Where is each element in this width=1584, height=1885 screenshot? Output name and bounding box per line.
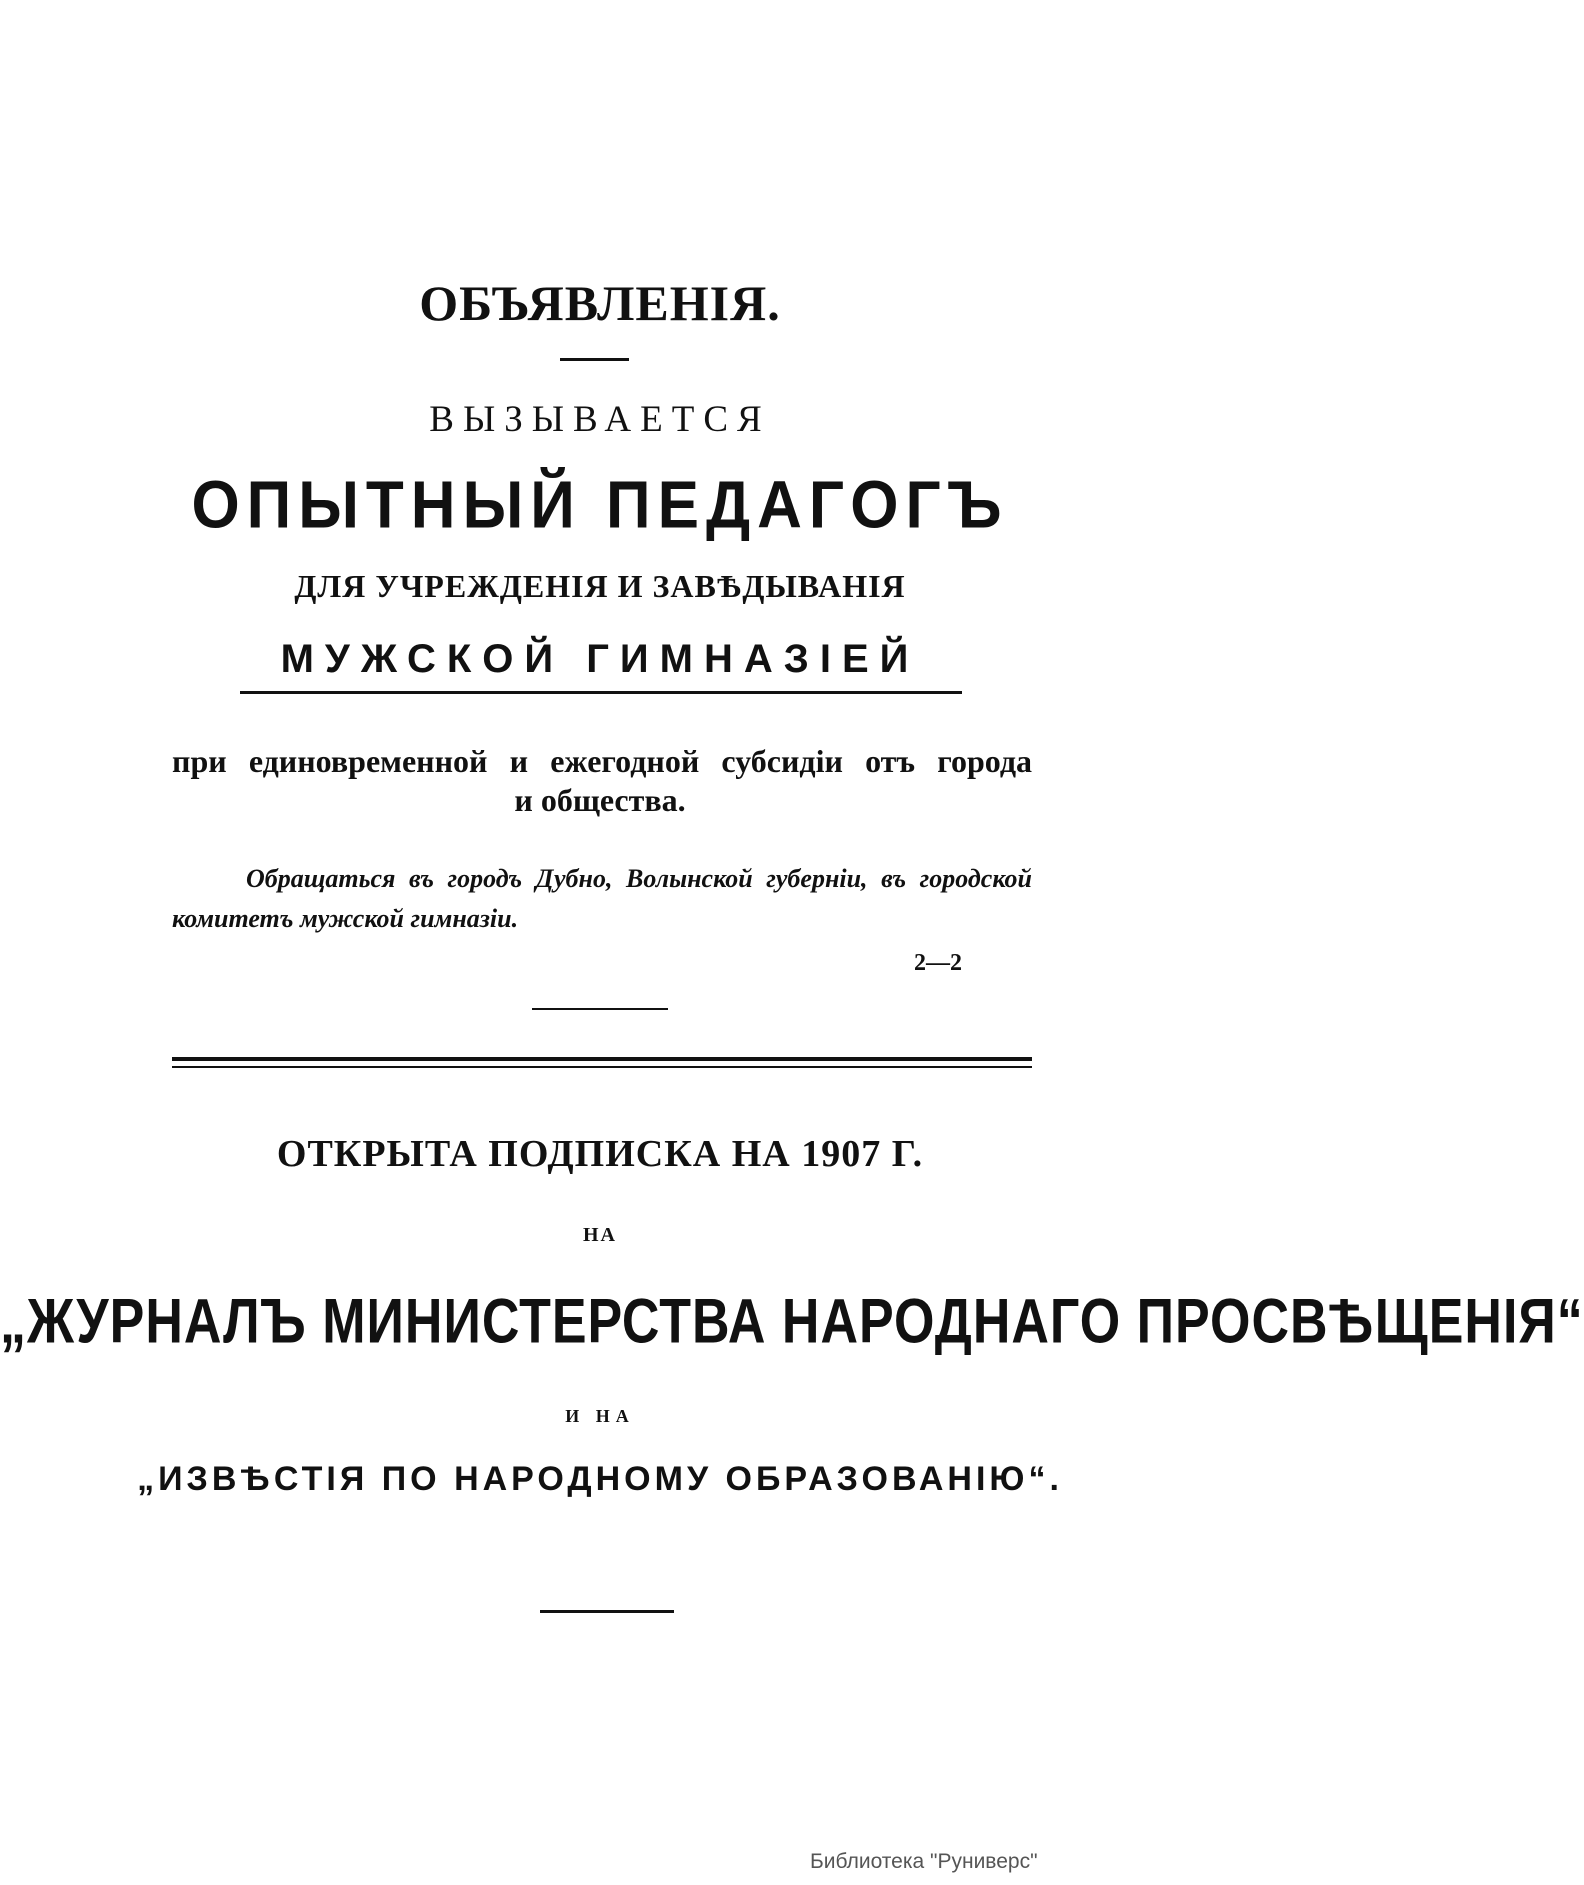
bottom-divider <box>540 1610 674 1613</box>
announcements-heading: ОБЪЯВЛЕНІЯ. <box>419 275 781 331</box>
gymnasium-underline <box>240 691 962 694</box>
purpose-line: ДЛЯ УЧРЕЖДЕНІЯ И ЗАВѢДЫВАНІЯ <box>294 568 906 604</box>
section-end-divider <box>532 1008 668 1010</box>
journal-title: „ЖУРНАЛЪ МИНИСТЕРСТВА НАРОДНАГО ПРОСВѢЩЕНІЯ“ <box>0 1286 1584 1358</box>
on-label: НА <box>583 1224 617 1246</box>
calls-for-text: ВЫЗЫВАЕТСЯ <box>429 399 771 440</box>
and-on-label: И НА <box>565 1406 635 1426</box>
experienced-teacher-title: ОПЫТНЫЙ ПЕДАГОГЪ <box>191 468 1009 543</box>
subsidy-line-1: при единовременной и ежегодной субсидіи отъ города <box>172 743 1032 779</box>
news-title: „ИЗВѢСТІЯ ПО НАРОДНОМУ ОБРАЗОВАНІЮ“. <box>137 1460 1063 1498</box>
short-divider <box>560 358 629 361</box>
library-watermark: Библиотека "Руниверс" <box>810 1850 1038 1873</box>
double-rule-thick <box>172 1057 1032 1061</box>
double-rule-thin <box>172 1066 1032 1068</box>
gymnasium-title: МУЖСКОЙ ГИМНАЗІЕЙ <box>280 637 920 681</box>
contact-line-1: Обращаться въ городъ Дубно, Волынской губерніи, въ городской <box>246 864 1032 893</box>
contact-line-2: комитетъ мужской гимназіи. <box>172 904 519 933</box>
subsidy-line-2: и общества. <box>514 782 686 818</box>
subscription-title: ОТКРЫТА ПОДПИСКА НА 1907 Г. <box>276 1133 924 1175</box>
issue-mark: 2—2 <box>914 950 962 976</box>
